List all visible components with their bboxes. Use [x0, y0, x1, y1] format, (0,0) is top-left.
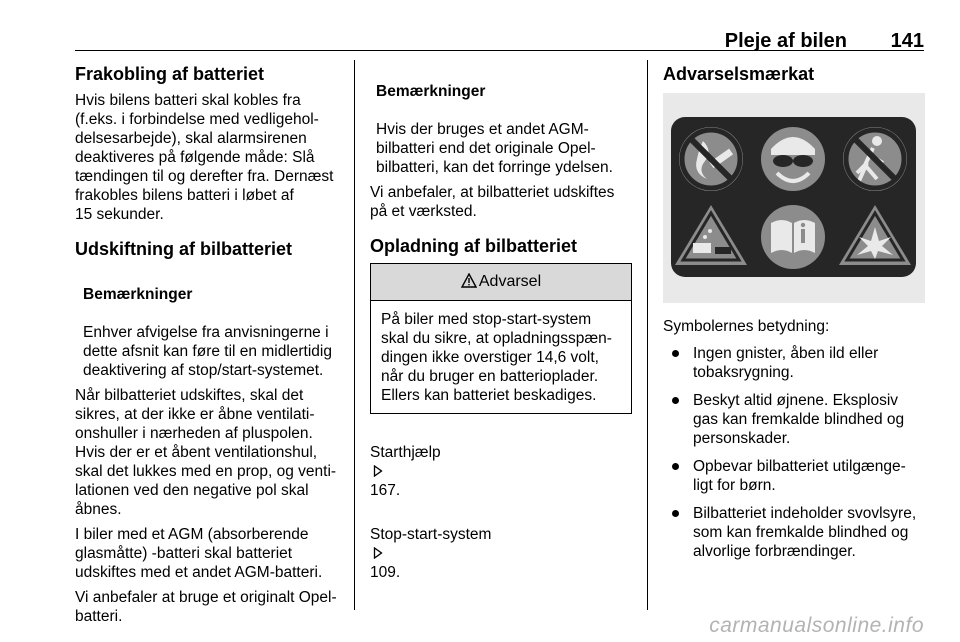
paragraph-ventilation: Når bilbatteriet udskiftes, skal det sikres, at der ikke er åbne ventilati- onshuller i nærheden af pluspolen. Hvis der er et åbent ventilationshul, skal det lukkes med en prop, og venti- lationen ved den negative pol skal åbnes. [75, 387, 337, 518]
list-item-text: Beskyt altid øjnene. Eksplosiv gas kan fremkalde blindhed og personskader. [693, 392, 905, 447]
header-rule [75, 50, 924, 51]
list-item-text: Ingen gnister, åben ild eller tobaksrygning. [693, 345, 879, 381]
warning-text: På biler med stop-start-system skal du sikre, at opladningsspæn- dingen ikke overstiger 14,6 volt, når du bruger en batterioplader. Ellers kan batteriet beskadiges. [381, 311, 612, 404]
section-heading-warning-label: Advarselsmærkat [663, 64, 815, 84]
bullet-dot-icon [672, 397, 679, 404]
bullet-dot-icon [672, 510, 679, 517]
symbol-meaning-list [663, 344, 928, 561]
note-block-1 [83, 266, 345, 380]
page-ref-arrow-icon [373, 463, 383, 475]
paragraph-agm: I biler med et AGM (absorberende glasmåtte) -batteri skal batteriet udskiftes med et andet AGM-batteri. [75, 526, 323, 581]
paragraph-workshop: Vi anbefaler, at bilbatteriet udskiftes på et værksted. [370, 184, 615, 220]
read-manual-icon [761, 205, 825, 269]
column-3 [663, 63, 928, 570]
xref-stop-start[interactable] [370, 506, 632, 582]
bullet-dot-icon [672, 463, 679, 470]
warning-label: Advarsel [478, 273, 542, 290]
bullet-dot-icon [672, 350, 679, 357]
column-2 [370, 63, 632, 588]
paragraph-recommend-opel: Vi anbefaler at bruge et originalt Opel- batteri. [75, 589, 337, 625]
battery-warning-label-figure [663, 93, 925, 303]
note-text: Enhver afvigelse fra anvisningerne i dette afsnit kan føre til en midlertidig deaktivering af stop/start-systemet. [83, 324, 332, 379]
page-number: 141 [890, 30, 924, 52]
note-text: Hvis der bruges et andet AGM- bilbatteri end det originale Opel- bilbatteri, kan det forringe ydelsen. [376, 121, 613, 176]
warning-header [371, 264, 631, 301]
section-heading-charging: Opladning af bilbatteriet [370, 236, 578, 256]
no-smoking-fire-icon [679, 127, 743, 191]
list-item [663, 504, 928, 561]
paragraph-disconnect: Hvis bilens batteri skal kobles fra (f.eks. i forbindelse med vedligehol- delsesarbejde), skal alarmsirenen deaktiveres på følgende måde: Slå tændingen til og derefter fra. Dernæst frakobles bilens batteri i løbet af 15 sekunder. [75, 92, 334, 223]
watermark: carmanualsonline.info [709, 614, 924, 637]
note-title: Bemærkninger [376, 83, 486, 100]
keep-children-away-icon [843, 127, 907, 191]
page-ref-arrow-icon [373, 545, 383, 557]
page-header-title: Pleje af bilen [724, 30, 847, 52]
xref-label: Stop-start-system [370, 526, 492, 543]
note-block-2 [376, 63, 632, 177]
eye-protection-icon [761, 127, 825, 191]
xref-page: 109. [370, 564, 401, 581]
note-title: Bemærkninger [83, 286, 193, 303]
symbols-intro: Symbolernes betydning: [663, 318, 830, 335]
list-item [663, 457, 928, 495]
xref-jump-start[interactable] [370, 424, 632, 500]
list-item [663, 344, 928, 382]
warning-triangle-icon [461, 266, 477, 302]
column-divider-2 [647, 60, 648, 610]
list-item-text: Bilbatteriet indeholder svovlsyre, som kan fremkalde blindhed og alvorlige forbrændinger. [693, 505, 917, 560]
list-item [663, 391, 928, 448]
xref-label: Starthjælp [370, 444, 441, 461]
section-heading-replacement: Udskiftning af bilbatteriet [75, 239, 293, 259]
column-1 [75, 63, 345, 632]
list-item-text: Opbevar bilbatteriet utilgænge- ligt for børn. [693, 458, 906, 494]
column-divider-1 [354, 60, 355, 610]
section-heading-disconnect: Frakobling af batteriet [75, 64, 265, 84]
warning-box [370, 263, 632, 414]
xref-page: 167. [370, 482, 401, 499]
